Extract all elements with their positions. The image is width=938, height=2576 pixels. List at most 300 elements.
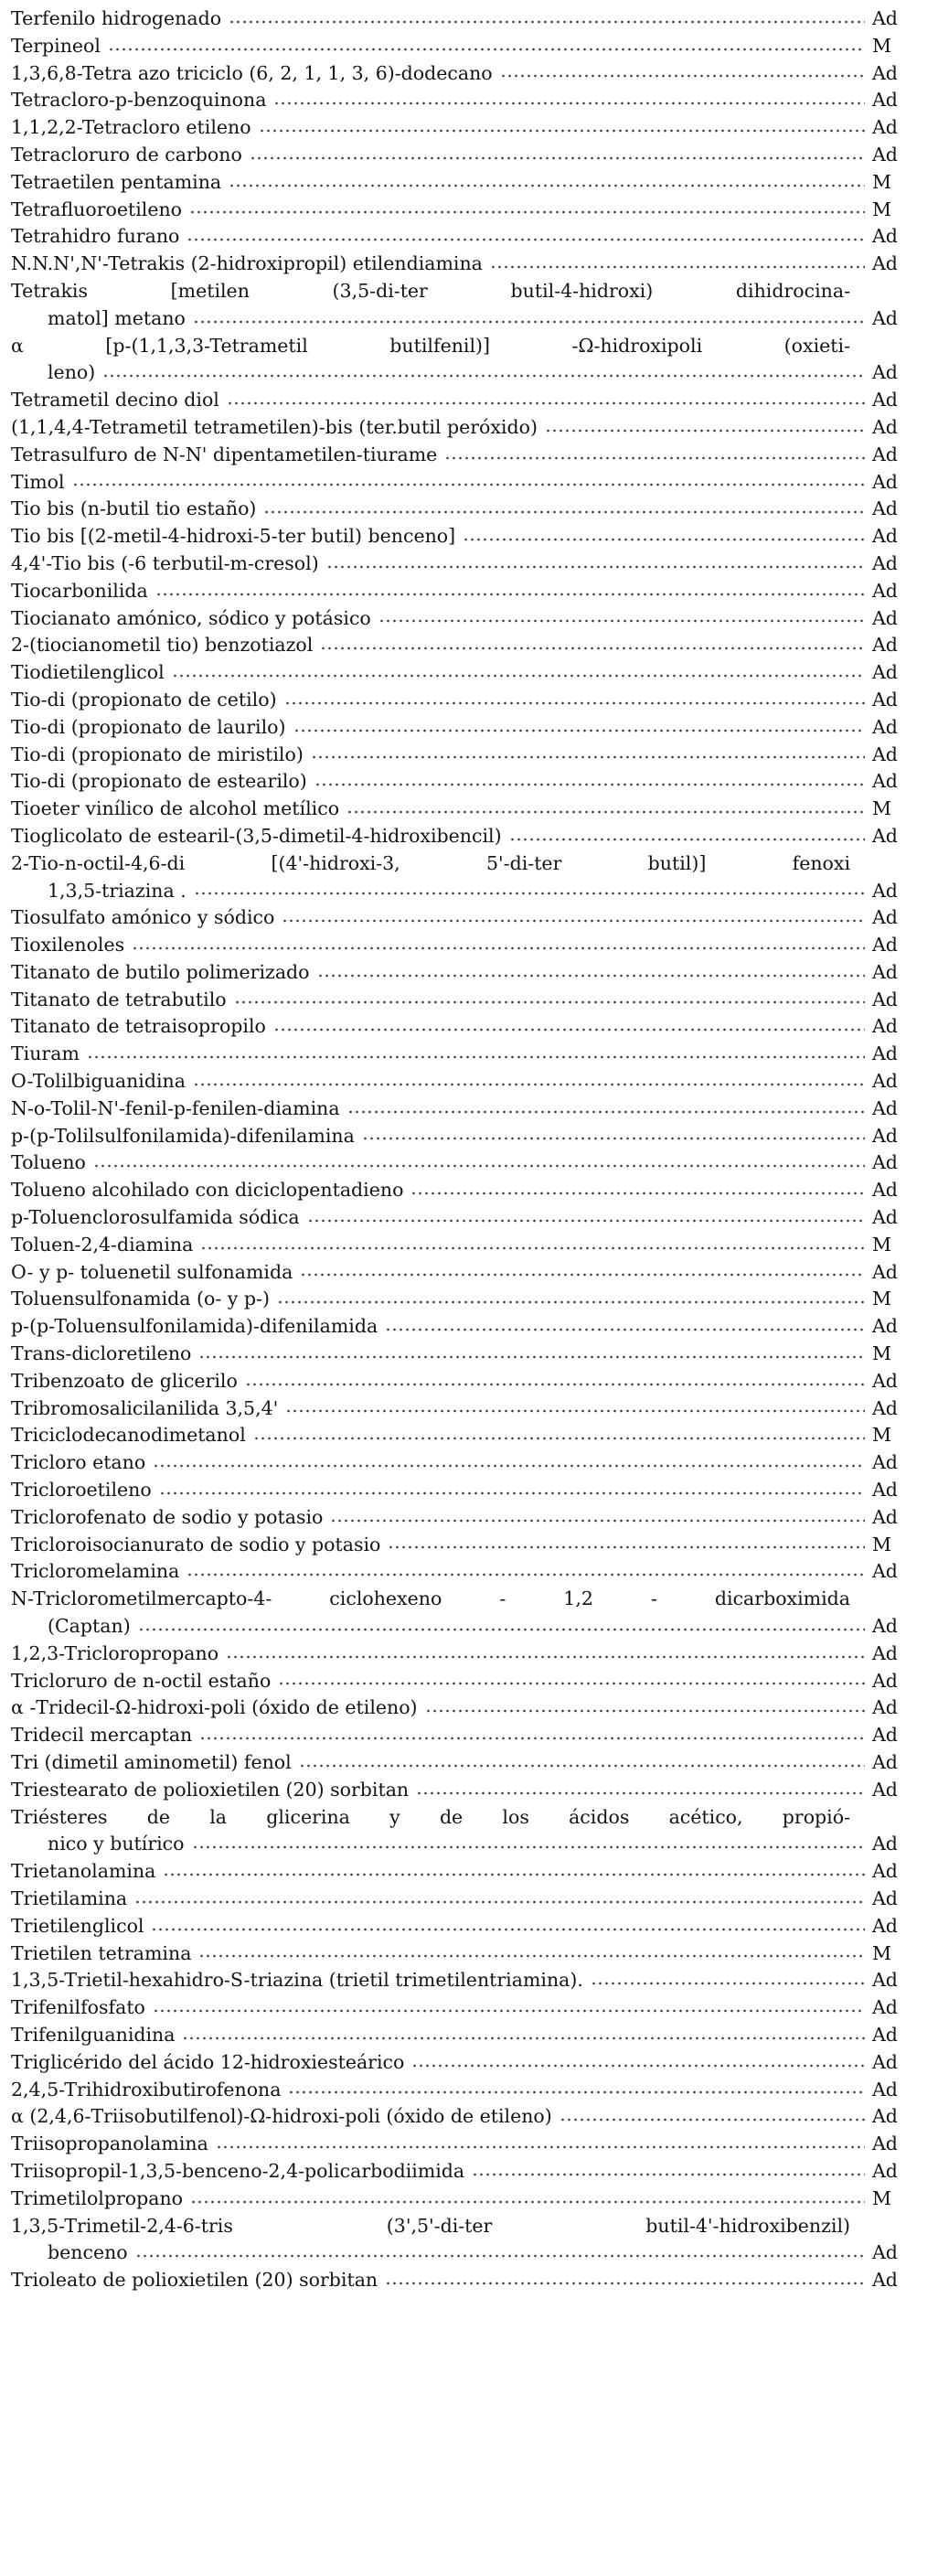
entry-code: Ad	[872, 934, 898, 957]
list-item	[0, 2049, 938, 2077]
entry-name	[0, 496, 938, 523]
entry-text: Terfenilo hidrogenado	[11, 7, 222, 29]
entry-text: Trietilenglicol	[11, 1914, 144, 1937]
entry-text: N-o-Tolil-N'-fenil-p-fenilen-diamina	[11, 1096, 340, 1119]
entry-code: Ad	[872, 252, 898, 275]
entry-text: Tiocianato amónico, sódico y potásico	[11, 606, 371, 629]
dot-leader	[227, 399, 865, 408]
entry-code: Ad	[872, 1996, 898, 2019]
entry-code: Ad	[872, 1887, 898, 1909]
entry-code: Ad	[872, 1833, 898, 1855]
dot-leader	[263, 508, 865, 517]
entry-code: Ad	[872, 606, 898, 629]
entry-code: Ad	[872, 497, 898, 520]
entry-text: Triglicérido del ácido 12-hidroxiesteárico	[11, 2050, 405, 2073]
entry-name-continuation	[0, 1831, 938, 1858]
entry-name	[0, 2186, 938, 2213]
entry-name	[0, 442, 938, 469]
dot-leader	[134, 1897, 865, 1907]
entry-text: (Captan)	[48, 1615, 131, 1638]
list-item	[0, 742, 938, 769]
list-item	[0, 687, 938, 714]
entry-text: leno)	[48, 361, 96, 384]
entry-code: Ad	[872, 1369, 898, 1392]
list-item	[0, 278, 938, 333]
dot-leader	[385, 2279, 865, 2288]
list-item	[0, 1641, 938, 1668]
entry-text: Triestearato de polioxietilen (20) sorbitan	[11, 1778, 410, 1801]
entry-name	[0, 1041, 938, 1068]
entry-name	[0, 932, 938, 959]
entry-code: M	[872, 1941, 891, 1964]
entry-text: Tetracloro-p-benzoquinona	[11, 89, 267, 112]
entry-text: 1,3,5-triazina .	[48, 879, 187, 902]
entry-code: Ad	[872, 525, 898, 548]
entry-name	[0, 1722, 938, 1749]
list-item	[0, 1096, 938, 1123]
list-item	[0, 2267, 938, 2294]
entry-name	[0, 5, 938, 33]
entry-name	[0, 1204, 938, 1232]
entry-name	[0, 1422, 938, 1449]
entry-name	[0, 2267, 938, 2294]
dot-leader	[410, 1189, 865, 1198]
list-item	[0, 523, 938, 550]
list-item	[0, 1013, 938, 1041]
dot-leader	[490, 262, 865, 272]
dot-leader	[151, 1925, 865, 1934]
entry-name	[0, 2158, 938, 2186]
entry-text: Tetrasulfuro de N-N' dipentametilen-tiurame	[11, 443, 438, 465]
entry-code: Ad	[872, 1451, 898, 1474]
entry-text: nico y butírico	[48, 1833, 185, 1855]
entry-text: Tricloroetileno	[11, 1479, 152, 1502]
entry-code: Ad	[872, 579, 898, 602]
entry-text: benceno	[48, 2241, 128, 2264]
list-item	[0, 1804, 938, 1859]
list-item	[0, 959, 938, 987]
entry-name	[0, 60, 938, 88]
dot-leader	[378, 616, 865, 625]
dot-leader	[190, 2197, 865, 2207]
list-item	[0, 387, 938, 414]
entry-name	[0, 904, 938, 932]
entry-code: M	[872, 34, 891, 57]
entry-code: Ad	[872, 1751, 898, 1773]
list-item	[0, 632, 938, 659]
entry-text: Tolueno alcohilado con diciclopentadieno	[11, 1179, 404, 1202]
entry-text: Timol	[11, 470, 65, 493]
entry-name-continuation	[0, 359, 938, 387]
dot-leader	[388, 1543, 865, 1552]
entry-name	[0, 251, 938, 278]
dot-leader	[320, 644, 865, 653]
dot-leader	[285, 1406, 865, 1416]
dot-leader	[282, 916, 865, 925]
dot-leader	[229, 17, 865, 27]
entry-text: Trietilen tetramina	[11, 1941, 192, 1964]
dot-leader	[245, 1380, 865, 1389]
dot-leader	[463, 535, 865, 544]
entry-name	[0, 1504, 938, 1532]
list-item	[0, 1886, 938, 1913]
entry-code: Ad	[872, 1860, 898, 1883]
dot-leader	[193, 1080, 865, 1089]
entry-code: Ad	[872, 1396, 898, 1419]
list-item	[0, 5, 938, 33]
list-item	[0, 2131, 938, 2158]
entry-name	[0, 1313, 938, 1341]
entry-name	[0, 114, 938, 142]
list-item	[0, 1123, 938, 1150]
list-item	[0, 333, 938, 388]
entry-code: Ad	[872, 470, 898, 493]
list-item	[0, 2103, 938, 2131]
entry-code: Ad	[872, 1479, 898, 1502]
entry-text: Triisopropil-1,3,5-benceno-2,4-policarbodiimida	[11, 2159, 465, 2182]
entry-code: Ad	[872, 2132, 898, 2155]
dot-leader	[250, 154, 865, 163]
entry-code: Ad	[872, 824, 898, 847]
dot-leader	[216, 2143, 865, 2152]
entry-text: Tetracloruro de carbono	[11, 143, 242, 166]
dot-leader	[311, 753, 865, 762]
dot-leader	[300, 1270, 865, 1279]
dot-leader	[198, 1352, 865, 1362]
list-item	[0, 1967, 938, 1994]
dot-leader	[273, 99, 865, 108]
entry-text: Tio-di (propionato de estearilo)	[11, 770, 307, 793]
entry-code: Ad	[872, 960, 898, 983]
dot-leader	[226, 1652, 865, 1662]
dot-leader	[199, 1734, 865, 1743]
entry-name	[0, 1286, 938, 1313]
list-item	[0, 1777, 938, 1804]
entry-text: Tricloroisocianurato de sodio y potasio	[11, 1533, 381, 1555]
list-item	[0, 1286, 938, 1313]
dot-leader	[347, 1107, 865, 1117]
list-item	[0, 442, 938, 469]
entry-code: M	[872, 1424, 891, 1447]
entry-name-continuation	[0, 305, 938, 333]
entry-name	[0, 1886, 938, 1913]
entry-name	[0, 768, 938, 796]
dot-leader	[182, 2034, 865, 2043]
entry-name	[0, 714, 938, 742]
entry-name	[0, 1668, 938, 1695]
entry-code: Ad	[872, 743, 898, 765]
dot-leader	[135, 2251, 865, 2261]
entry-code: Ad	[872, 551, 898, 574]
list-item	[0, 1694, 938, 1722]
entry-text: Terpineol	[11, 34, 101, 57]
dot-leader	[509, 835, 865, 844]
entry-code: M	[872, 797, 891, 820]
list-item	[0, 1558, 938, 1586]
entry-code: Ad	[872, 1070, 898, 1093]
list-item	[0, 1313, 938, 1341]
entry-name	[0, 1096, 938, 1123]
list-item	[0, 1749, 938, 1777]
entry-text: Tetrafluoroetileno	[11, 198, 182, 220]
list-item	[0, 2022, 938, 2049]
entry-code: Ad	[872, 443, 898, 465]
list-item	[0, 251, 938, 278]
dot-leader	[330, 1516, 865, 1525]
entry-code: Ad	[872, 61, 898, 84]
dot-leader	[189, 208, 865, 217]
entry-code: Ad	[872, 634, 898, 657]
list-item	[0, 904, 938, 932]
entry-name	[0, 223, 938, 251]
entry-name	[0, 387, 938, 414]
dot-leader	[200, 1244, 865, 1253]
list-item	[0, 1994, 938, 2022]
entry-name	[0, 1232, 938, 1259]
dot-leader	[192, 1843, 866, 1852]
entry-name	[0, 605, 938, 633]
entry-code: Ad	[872, 1096, 898, 1119]
entry-text: Tio bis (n-butil tio estaño)	[11, 497, 257, 520]
dot-leader	[187, 235, 865, 244]
list-item	[0, 1477, 938, 1504]
entry-code: Ad	[872, 116, 898, 139]
entry-text: Titanato de butilo polimerizado	[11, 960, 310, 983]
list-item	[0, 87, 938, 114]
list-item	[0, 1368, 938, 1395]
entry-text: Tiosulfato amónico y sódico	[11, 906, 275, 929]
list-item	[0, 2077, 938, 2104]
entry-code: Ad	[872, 1778, 898, 1801]
entry-text: 2-Tio-n-octil-4,6-di [(4'-hidroxi-3, 5'-di-ter butil)] fenoxi	[11, 851, 850, 874]
entry-text: (1,1,4,4-Tetrametil tetrametilen)-bis (ter.butil peróxido)	[11, 415, 538, 438]
list-item	[0, 987, 938, 1014]
entry-code: Ad	[872, 415, 898, 438]
dot-leader	[411, 2061, 865, 2070]
entry-code: M	[872, 1533, 891, 1555]
entry-code: Ad	[872, 1641, 898, 1664]
entry-name	[0, 796, 938, 823]
entry-text: Toluen-2,4-diamina	[11, 1233, 194, 1256]
entry-text: Trietilamina	[11, 1887, 128, 1909]
dot-leader	[425, 1706, 865, 1716]
entry-name	[0, 2077, 938, 2104]
dot-leader	[87, 1053, 865, 1062]
entry-name	[0, 87, 938, 114]
entry-text: N-Triclorometilmercapto-4- ciclohexeno - 1,2 - dicarboximida	[11, 1587, 850, 1610]
dot-leader	[108, 45, 865, 54]
entry-text: p-(p-Toluensulfonilamida)-difenilamida	[11, 1315, 378, 1338]
dot-leader	[326, 562, 865, 572]
entry-code: Ad	[872, 2050, 898, 2073]
entry-text: 4,4'-Tio bis (-6 terbutil-m-cresol)	[11, 551, 319, 574]
entry-name	[0, 1858, 938, 1886]
entry-text: matol] metano	[48, 306, 186, 329]
entry-code: Ad	[872, 715, 898, 738]
entry-name	[0, 1532, 938, 1559]
dot-leader	[500, 71, 865, 80]
dot-leader	[307, 1216, 865, 1225]
dot-leader	[299, 1761, 865, 1770]
entry-text: Tioglicolato de estearil-(3,5-dimetil-4-hidroxibencil)	[11, 824, 502, 847]
entry-code: Ad	[872, 2105, 898, 2128]
list-item	[0, 823, 938, 850]
entry-code: M	[872, 198, 891, 220]
list-item	[0, 1041, 938, 1068]
entry-text: Tetraetilen pentamina	[11, 170, 222, 193]
dot-leader	[277, 1298, 865, 1307]
list-item	[0, 496, 938, 523]
dot-leader	[172, 671, 865, 680]
entry-code: Ad	[872, 2078, 898, 2100]
entry-text: Trimetilolpropano	[11, 2186, 184, 2209]
entry-text: Trifenilfosfato	[11, 1996, 145, 2019]
entry-name	[0, 33, 938, 60]
dot-leader	[253, 1434, 865, 1443]
entry-code: Ad	[872, 1505, 898, 1528]
entry-name	[0, 823, 938, 850]
dot-leader	[193, 317, 865, 326]
list-item	[0, 1668, 938, 1695]
entry-code: Ad	[872, 1124, 898, 1147]
entry-text: 2,4,5-Trihidroxibutirofenona	[11, 2078, 282, 2100]
entry-code: Ad	[872, 661, 898, 684]
entry-text: Trans-dicloretileno	[11, 1342, 192, 1365]
dot-leader	[102, 371, 865, 380]
entry-code: Ad	[872, 1151, 898, 1174]
entry-text: Titanato de tetraisopropilo	[11, 1015, 266, 1038]
list-item	[0, 197, 938, 224]
dot-leader	[138, 1625, 865, 1634]
entry-name	[0, 1586, 938, 1613]
entry-code: Ad	[872, 1669, 898, 1692]
entry-name	[0, 523, 938, 550]
list-item	[0, 2213, 938, 2268]
entry-text: Tolueno	[11, 1151, 86, 1174]
entry-code: Ad	[872, 361, 898, 384]
entry-code: Ad	[872, 225, 898, 248]
list-item	[0, 605, 938, 633]
entry-name	[0, 850, 938, 878]
entry-name	[0, 414, 938, 442]
entry-text: N.N.N',N'-Tetrakis (2-hidroxipropil) etilendiamina	[11, 252, 483, 275]
entry-name	[0, 1149, 938, 1177]
entry-text: Tribromosalicilanilida 3,5,4'	[11, 1396, 279, 1419]
entry-name	[0, 1994, 938, 2022]
entry-text: α (2,4,6-Triisobutilfenol)-Ω-hidroxi-poli (óxido de etileno)	[11, 2105, 552, 2128]
entry-name	[0, 1259, 938, 1287]
dot-leader	[346, 807, 865, 817]
list-item	[0, 1722, 938, 1749]
entry-text: 1,2,3-Tricloropropano	[11, 1641, 219, 1664]
list-item	[0, 1177, 938, 1204]
entry-name	[0, 742, 938, 769]
dot-leader	[187, 1570, 865, 1579]
entry-text: p-Toluenclorosulfamida sódica	[11, 1206, 300, 1229]
list-item	[0, 114, 938, 142]
entry-code: Ad	[872, 2023, 898, 2046]
list-item	[0, 550, 938, 578]
entry-name	[0, 1177, 938, 1204]
entry-code: Ad	[872, 879, 898, 902]
entry-name-continuation	[0, 1613, 938, 1641]
list-item	[0, 1259, 938, 1287]
dot-leader	[444, 454, 865, 463]
dot-leader	[273, 1025, 865, 1034]
entry-name	[0, 1749, 938, 1777]
entry-name	[0, 1804, 938, 1832]
list-item	[0, 1858, 938, 1886]
list-item	[0, 796, 938, 823]
entry-text: 1,3,5-Trietil-hexahidro-S-triazina (trietil trimetilentriamina).	[11, 1969, 583, 1992]
entry-code: Ad	[872, 143, 898, 166]
entry-code: Ad	[872, 1260, 898, 1283]
entry-text: Tio bis [(2-metil-4-hidroxi-5-ter butil) benceno]	[11, 525, 456, 548]
entry-text: Trioleato de polioxietilen (20) sorbitan	[11, 2269, 378, 2292]
entry-code: Ad	[872, 1914, 898, 1937]
entry-name	[0, 1967, 938, 1994]
entry-name	[0, 1477, 938, 1504]
entry-text: Tri (dimetil aminometil) fenol	[11, 1751, 292, 1773]
entry-code: Ad	[872, 906, 898, 929]
list-item	[0, 578, 938, 605]
list-item	[0, 1149, 938, 1177]
entry-code: Ad	[872, 2269, 898, 2292]
entry-name	[0, 2103, 938, 2131]
entry-text: Toluensulfonamida (o- y p-)	[11, 1288, 270, 1310]
list-item	[0, 1532, 938, 1559]
entry-code: Ad	[872, 1042, 898, 1065]
dot-leader	[284, 699, 865, 708]
entry-name	[0, 1395, 938, 1423]
list-item	[0, 1422, 938, 1449]
list-item	[0, 1232, 938, 1259]
entry-text: Tio-di (propionato de miristilo)	[11, 743, 304, 765]
entry-code: Ad	[872, 1615, 898, 1638]
dot-leader	[314, 780, 865, 789]
dot-leader	[545, 426, 865, 435]
entry-name	[0, 1368, 938, 1395]
entry-text: Tio-di (propionato de cetilo)	[11, 688, 277, 711]
dot-leader	[385, 1325, 865, 1334]
entry-code: Ad	[872, 1969, 898, 1992]
dot-leader	[288, 2088, 865, 2097]
list-item	[0, 1449, 938, 1477]
entry-name	[0, 1341, 938, 1368]
entry-name	[0, 469, 938, 497]
dot-leader	[93, 1161, 865, 1170]
entry-name	[0, 2049, 938, 2077]
dot-leader	[155, 590, 865, 599]
entry-text: Tioxilenoles	[11, 934, 125, 957]
entry-text: 1,3,5-Trimetil-2,4-6-tris (3',5'-di-ter butil-4'-hidroxibenzil)	[11, 2214, 850, 2237]
entry-text: Tetrametil decino diol	[11, 389, 219, 412]
substance-list	[0, 5, 938, 2294]
entry-text: Trietanolamina	[11, 1860, 156, 1883]
entry-text: Tetrakis [metilen (3,5-di-ter butil-4-hidroxi) dihidrocina-	[11, 279, 850, 302]
entry-text: Triésteres de la glicerina y de los ácidos acético, propió-	[11, 1805, 850, 1828]
entry-name	[0, 1641, 938, 1668]
entry-code: Ad	[872, 1724, 898, 1747]
entry-text: Tridecil mercaptan	[11, 1724, 193, 1747]
entry-text: 2-(tiocianometil tio) benzotiazol	[11, 634, 314, 657]
entry-name	[0, 632, 938, 659]
dot-leader	[229, 181, 865, 190]
entry-name	[0, 550, 938, 578]
entry-code: Ad	[872, 89, 898, 112]
entry-code: Ad	[872, 7, 898, 29]
entry-text: Tioeter vinílico de alcohol metílico	[11, 797, 340, 820]
